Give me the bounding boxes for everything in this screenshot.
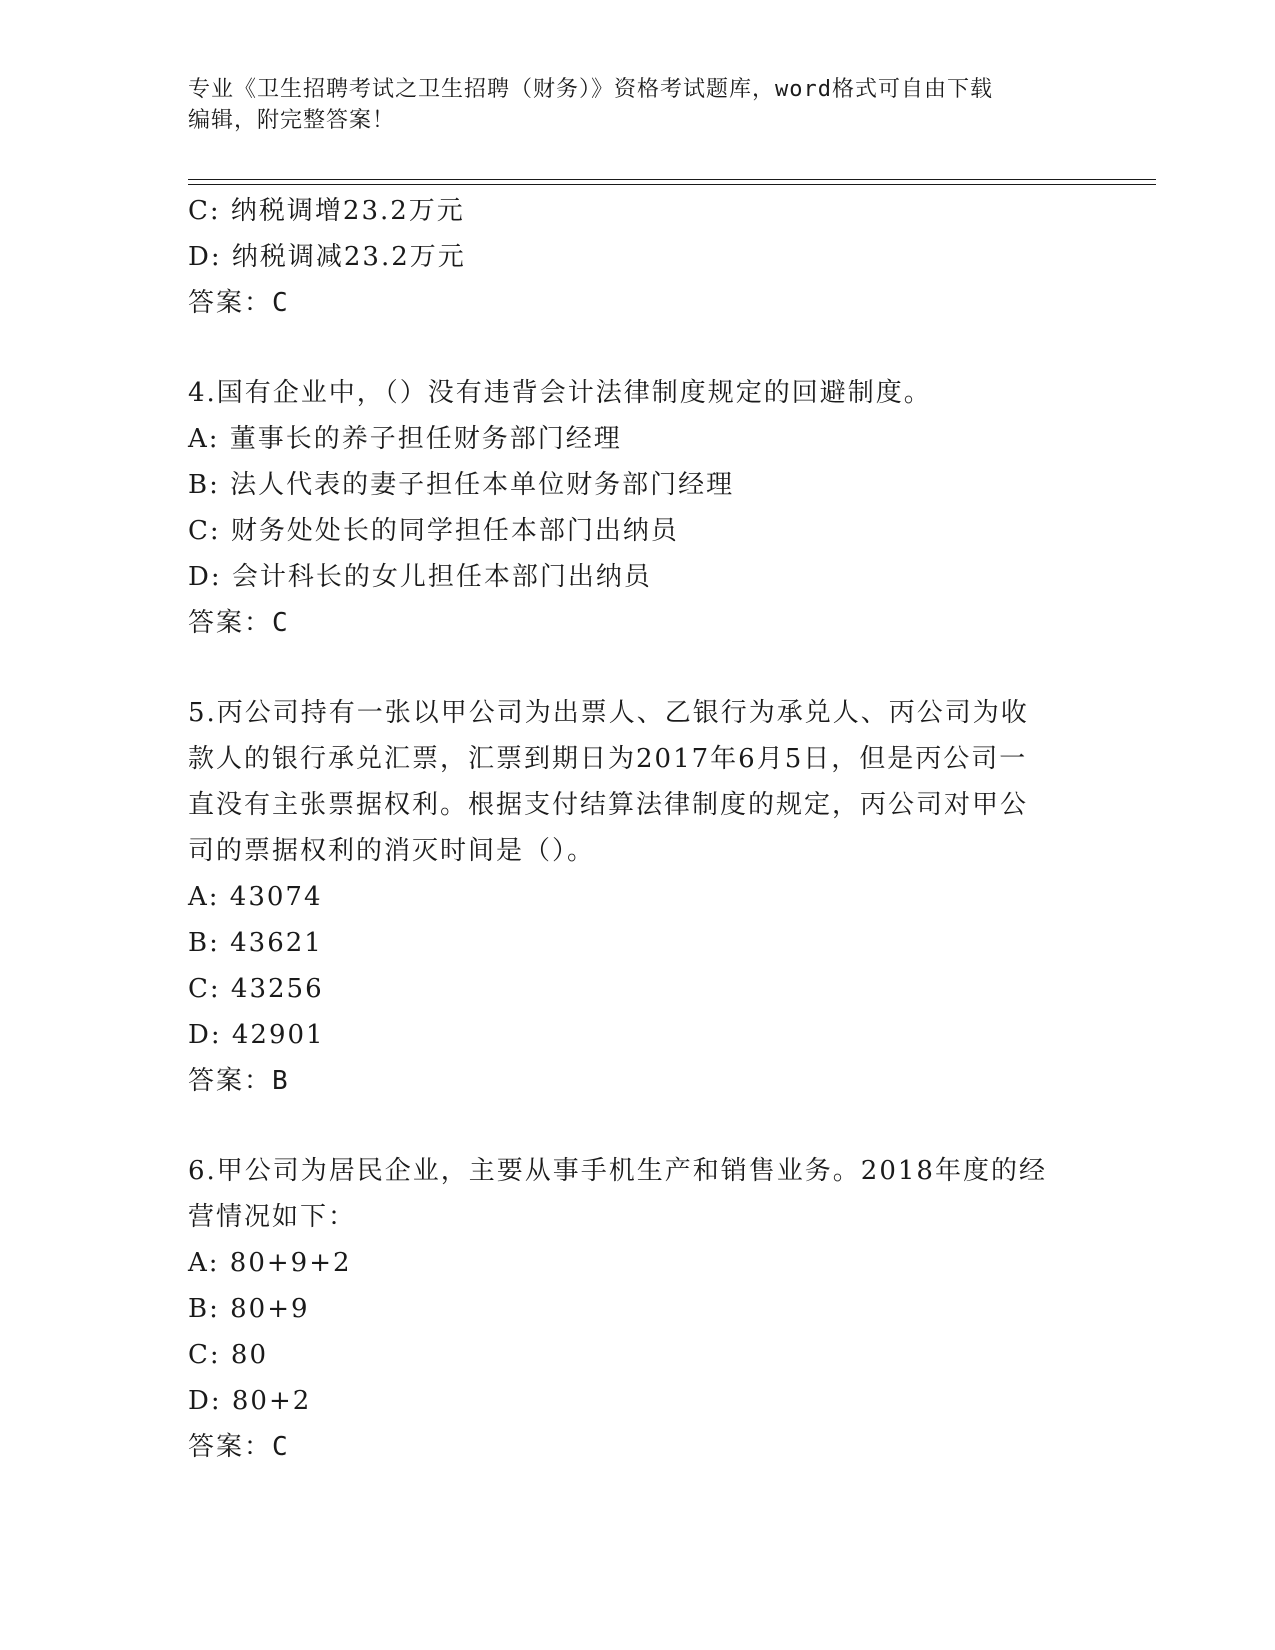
option-c: C: 纳税调增23.2万元: [188, 196, 465, 226]
header-divider-top: [188, 179, 1156, 180]
question-text-line: 款人的银行承兑汇票，汇票到期日为2017年6月5日，但是丙公司一: [188, 744, 1028, 774]
document-header: [188, 74, 1068, 136]
header-line-2: 编辑，附完整答案！: [188, 108, 396, 133]
option-d: D: 80+2: [188, 1386, 312, 1416]
option-b: B: 法人代表的妻子担任本单位财务部门经理: [188, 470, 735, 500]
option-d: D: 42901: [188, 1020, 325, 1050]
answer-line: 答案：B: [188, 1066, 290, 1096]
document-content: [188, 188, 1088, 1470]
question-text-line: 6.甲公司为居民企业，主要从事手机生产和销售业务。2018年度的经: [188, 1156, 1047, 1186]
answer-line: 答案：C: [188, 288, 290, 318]
option-d: D: 纳税调减23.2万元: [188, 242, 466, 272]
question-text: 4.国有企业中，（）没有违背会计法律制度规定的回避制度。: [188, 378, 932, 408]
question-block-5: [188, 690, 1088, 1104]
option-a: A: 80+9+2: [188, 1248, 352, 1278]
answer-line: 答案：C: [188, 1432, 290, 1462]
option-a: A: 43074: [188, 882, 323, 912]
option-b: B: 43621: [188, 928, 323, 958]
header-line-1: 专业《卫生招聘考试之卫生招聘（财务）》资格考试题库，word格式可自由下载: [188, 77, 993, 102]
question-text-line: 5.丙公司持有一张以甲公司为出票人、乙银行为承兑人、丙公司为收: [188, 698, 1029, 728]
option-c: C: 财务处处长的同学担任本部门出纳员: [188, 516, 679, 546]
option-a: A: 董事长的养子担任财务部门经理: [188, 424, 622, 454]
question-text-line: 直没有主张票据权利。根据支付结算法律制度的规定，丙公司对甲公: [188, 790, 1029, 820]
option-c: C: 43256: [188, 974, 324, 1004]
answer-line: 答案：C: [188, 608, 290, 638]
question-block-3: [188, 188, 1088, 326]
option-c: C: 80: [188, 1340, 269, 1370]
question-text-line: 营情况如下：: [188, 1202, 357, 1232]
option-d: D: 会计科长的女儿担任本部门出纳员: [188, 562, 652, 592]
question-block-4: [188, 370, 1088, 646]
option-b: B: 80+9: [188, 1294, 310, 1324]
header-divider-bottom: [188, 184, 1156, 185]
question-text-line: 司的票据权利的消灭时间是（）。: [188, 836, 596, 866]
question-block-6: [188, 1148, 1088, 1470]
